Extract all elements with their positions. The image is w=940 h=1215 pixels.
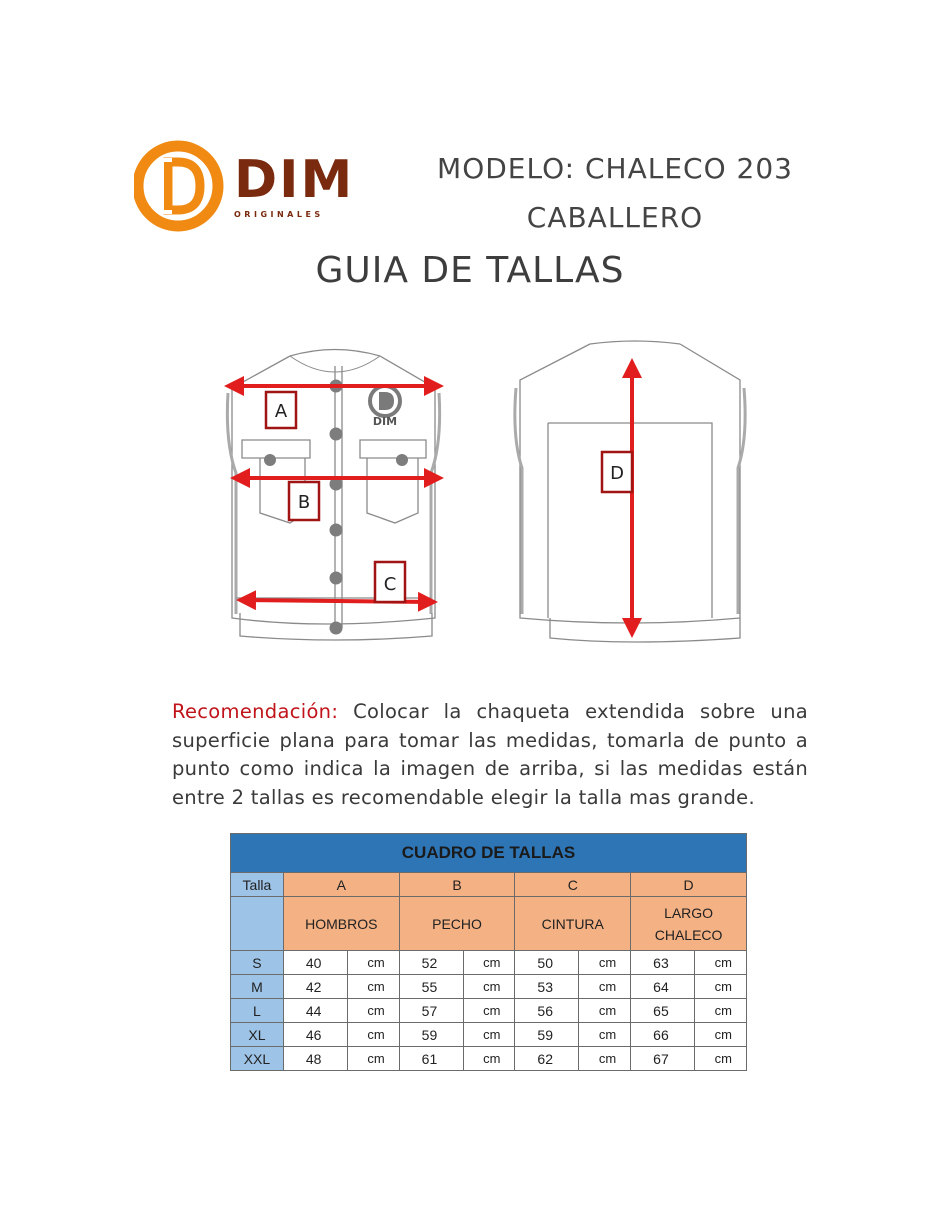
table-row <box>231 1023 747 1047</box>
dim-logo <box>134 140 374 236</box>
vest-chest-logo-icon <box>370 386 400 428</box>
value-cell: 44 <box>283 999 347 1023</box>
column-key-b: B <box>399 873 515 897</box>
value-cell: 59 <box>399 1023 463 1047</box>
vest-measurement-illustration <box>170 318 810 678</box>
value-cell: 53 <box>515 975 579 999</box>
unit-cell: cm <box>463 975 515 999</box>
unit-cell: cm <box>463 951 515 975</box>
label-c: C <box>383 574 397 595</box>
value-cell: 62 <box>515 1047 579 1071</box>
column-name-largo-chaleco <box>631 897 747 951</box>
unit-cell: cm <box>695 1023 747 1047</box>
page-title: GUIA DE TALLAS <box>315 250 625 291</box>
unit-cell: cm <box>579 1023 631 1047</box>
value-cell: 65 <box>631 999 695 1023</box>
label-b: B <box>297 492 311 513</box>
size-cell: XXL <box>231 1047 284 1071</box>
size-cell: M <box>231 975 284 999</box>
value-cell: 50 <box>515 951 579 975</box>
column-name-pecho: PECHO <box>399 897 515 951</box>
table-row <box>231 999 747 1023</box>
size-table-title: CUADRO DE TALLAS <box>231 834 747 873</box>
table-row <box>231 1047 747 1071</box>
recommendation-label: Recomendación: <box>172 700 339 723</box>
value-cell: 64 <box>631 975 695 999</box>
value-cell: 55 <box>399 975 463 999</box>
size-column-header: Talla <box>231 873 284 897</box>
value-cell: 57 <box>399 999 463 1023</box>
vest-diagram <box>170 318 810 678</box>
size-cell: XL <box>231 1023 284 1047</box>
size-cell: S <box>231 951 284 975</box>
model-heading <box>430 152 800 234</box>
unit-cell: cm <box>579 951 631 975</box>
table-row <box>231 951 747 975</box>
value-cell: 66 <box>631 1023 695 1047</box>
svg-text:DIM: DIM <box>372 415 398 428</box>
label-a: A <box>274 401 288 422</box>
value-cell: 67 <box>631 1047 695 1071</box>
recommendation-text: Colocar la chaqueta extendida sobre una superficie plana para tomar las medidas, tomarla de punto a punto como indica la imagen de arriba, si las medidas están entre 2 tallas es recomendable elegir la talla mas grande. <box>172 700 808 809</box>
unit-cell: cm <box>463 999 515 1023</box>
model-line-2: CABALLERO <box>526 201 704 234</box>
size-column-blank <box>231 897 284 951</box>
unit-cell: cm <box>347 1023 399 1047</box>
column-name-chaleco: CHALECO <box>654 926 723 943</box>
value-cell: 59 <box>515 1023 579 1047</box>
size-cell: L <box>231 999 284 1023</box>
value-cell: 48 <box>283 1047 347 1071</box>
brand-subtitle: ORIGINALES <box>234 210 324 219</box>
column-key-a: A <box>283 873 399 897</box>
unit-cell: cm <box>463 1047 515 1071</box>
value-cell: 52 <box>399 951 463 975</box>
unit-cell: cm <box>463 1023 515 1047</box>
unit-cell: cm <box>579 1047 631 1071</box>
unit-cell: cm <box>347 1047 399 1071</box>
brand-name: DIM <box>234 150 355 210</box>
column-name-hombros: HOMBROS <box>283 897 399 951</box>
column-name-cintura: CINTURA <box>515 897 631 951</box>
unit-cell: cm <box>695 951 747 975</box>
value-cell: 56 <box>515 999 579 1023</box>
unit-cell: cm <box>347 975 399 999</box>
table-row <box>231 975 747 999</box>
size-rows <box>231 951 747 1071</box>
column-key-c: C <box>515 873 631 897</box>
value-cell: 61 <box>399 1047 463 1071</box>
unit-cell: cm <box>579 999 631 1023</box>
value-cell: 42 <box>283 975 347 999</box>
unit-cell: cm <box>695 1047 747 1071</box>
unit-cell: cm <box>347 951 399 975</box>
value-cell: 40 <box>283 951 347 975</box>
size-table <box>230 833 747 1071</box>
unit-cell: cm <box>579 975 631 999</box>
label-d: D <box>610 463 624 484</box>
model-line-1: MODELO: CHALECO 203 <box>437 152 793 185</box>
value-cell: 46 <box>283 1023 347 1047</box>
unit-cell: cm <box>695 975 747 999</box>
unit-cell: cm <box>347 999 399 1023</box>
column-name-largo: LARGO <box>664 904 714 921</box>
column-key-d: D <box>631 873 747 897</box>
value-cell: 63 <box>631 951 695 975</box>
unit-cell: cm <box>695 999 747 1023</box>
recommendation-paragraph <box>172 698 808 812</box>
vest-front <box>227 350 439 641</box>
